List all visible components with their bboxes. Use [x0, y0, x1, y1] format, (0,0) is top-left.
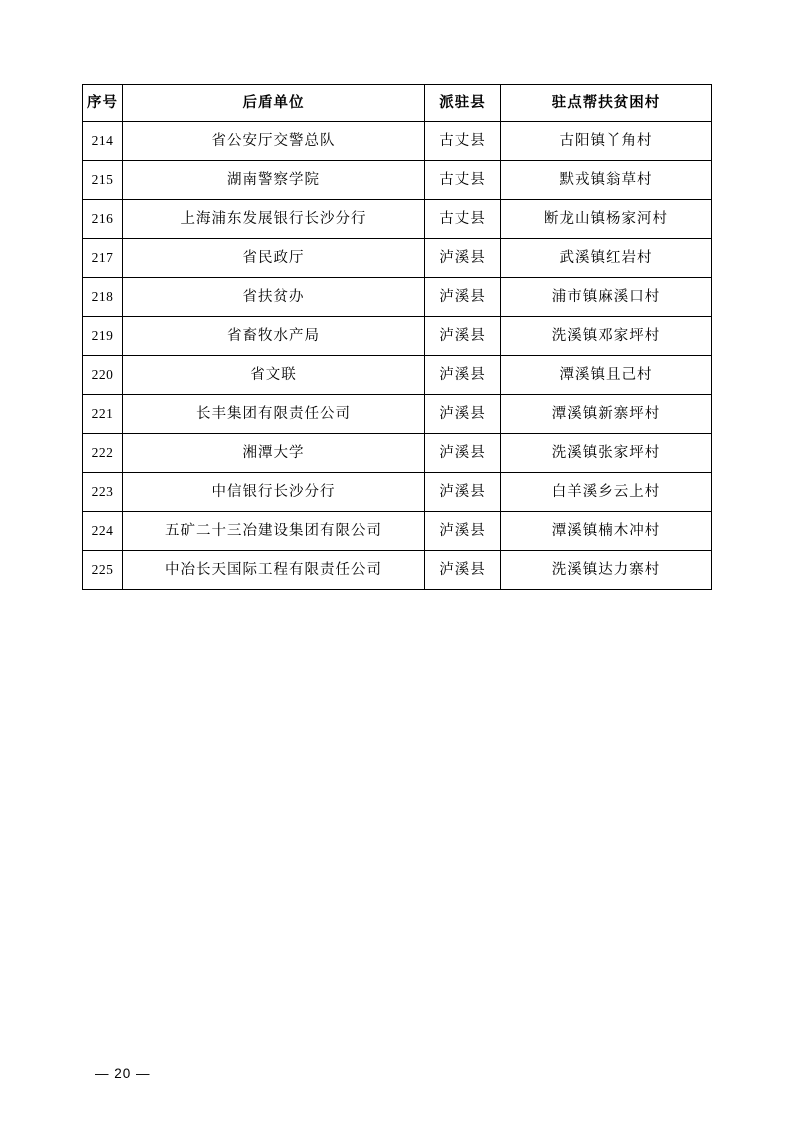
assisted-village-cell: 潭溪镇且己村 — [501, 356, 712, 395]
stationed-county-cell: 古丈县 — [425, 161, 501, 200]
assisted-village-cell: 白羊溪乡云上村 — [501, 473, 712, 512]
helper-unit-table — [82, 84, 712, 590]
serial-number-cell: 221 — [83, 395, 123, 434]
stationed-county-cell: 泸溪县 — [425, 551, 501, 590]
serial-number-cell: 218 — [83, 278, 123, 317]
backing-unit-cell: 中信银行长沙分行 — [123, 473, 425, 512]
assisted-village-cell: 断龙山镇杨家河村 — [501, 200, 712, 239]
table-row — [83, 239, 712, 278]
assisted-village-cell: 洗溪镇邓家坪村 — [501, 317, 712, 356]
header-backing-unit: 后盾单位 — [123, 85, 425, 122]
assisted-village-cell: 浦市镇麻溪口村 — [501, 278, 712, 317]
assisted-village-cell: 洗溪镇达力寨村 — [501, 551, 712, 590]
serial-number-cell: 215 — [83, 161, 123, 200]
table-row — [83, 122, 712, 161]
backing-unit-cell: 省畜牧水产局 — [123, 317, 425, 356]
serial-number-cell: 224 — [83, 512, 123, 551]
stationed-county-cell: 泸溪县 — [425, 317, 501, 356]
backing-unit-cell: 长丰集团有限责任公司 — [123, 395, 425, 434]
backing-unit-cell: 省民政厅 — [123, 239, 425, 278]
header-serial-number: 序号 — [83, 85, 123, 122]
table-row — [83, 356, 712, 395]
stationed-county-cell: 泸溪县 — [425, 356, 501, 395]
table-row — [83, 395, 712, 434]
backing-unit-cell: 五矿二十三冶建设集团有限公司 — [123, 512, 425, 551]
assisted-village-cell: 潭溪镇楠木冲村 — [501, 512, 712, 551]
table-row — [83, 473, 712, 512]
backing-unit-cell: 中冶长天国际工程有限责任公司 — [123, 551, 425, 590]
table-header-row — [83, 85, 712, 122]
serial-number-cell: 225 — [83, 551, 123, 590]
assisted-village-cell: 潭溪镇新寨坪村 — [501, 395, 712, 434]
stationed-county-cell: 泸溪县 — [425, 512, 501, 551]
stationed-county-cell: 泸溪县 — [425, 395, 501, 434]
assisted-village-cell: 古阳镇丫角村 — [501, 122, 712, 161]
serial-number-cell: 220 — [83, 356, 123, 395]
table-row — [83, 200, 712, 239]
table-row — [83, 161, 712, 200]
serial-number-cell: 217 — [83, 239, 123, 278]
page-number: — 20 — — [95, 1066, 151, 1081]
backing-unit-cell: 湘潭大学 — [123, 434, 425, 473]
table-row — [83, 434, 712, 473]
table-row — [83, 512, 712, 551]
backing-unit-cell: 湖南警察学院 — [123, 161, 425, 200]
table-row — [83, 551, 712, 590]
serial-number-cell: 214 — [83, 122, 123, 161]
table-row — [83, 278, 712, 317]
assisted-village-cell: 默戎镇翁草村 — [501, 161, 712, 200]
header-assisted-village: 驻点帮扶贫困村 — [501, 85, 712, 122]
serial-number-cell: 219 — [83, 317, 123, 356]
stationed-county-cell: 泸溪县 — [425, 239, 501, 278]
backing-unit-cell: 省公安厅交警总队 — [123, 122, 425, 161]
stationed-county-cell: 古丈县 — [425, 122, 501, 161]
backing-unit-cell: 省扶贫办 — [123, 278, 425, 317]
assisted-village-cell: 武溪镇红岩村 — [501, 239, 712, 278]
serial-number-cell: 222 — [83, 434, 123, 473]
serial-number-cell: 223 — [83, 473, 123, 512]
stationed-county-cell: 泸溪县 — [425, 434, 501, 473]
table-row — [83, 317, 712, 356]
assisted-village-cell: 洗溪镇张家坪村 — [501, 434, 712, 473]
backing-unit-cell: 上海浦东发展银行长沙分行 — [123, 200, 425, 239]
header-stationed-county: 派驻县 — [425, 85, 501, 122]
backing-unit-cell: 省文联 — [123, 356, 425, 395]
serial-number-cell: 216 — [83, 200, 123, 239]
stationed-county-cell: 泸溪县 — [425, 473, 501, 512]
stationed-county-cell: 泸溪县 — [425, 278, 501, 317]
stationed-county-cell: 古丈县 — [425, 200, 501, 239]
table-body — [83, 122, 712, 590]
